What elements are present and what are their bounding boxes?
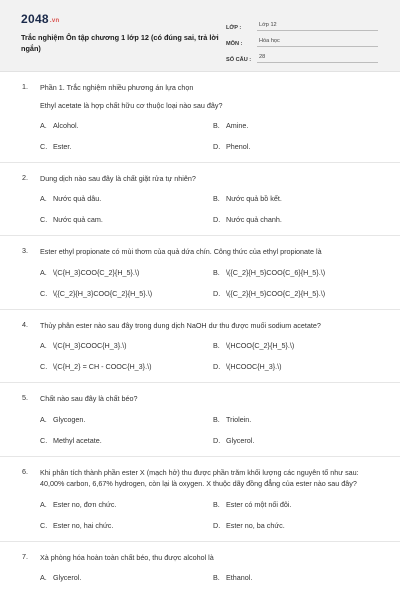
option-b[interactable] [213, 341, 380, 350]
question-text: Ester ethyl propionate có mùi thơm của quả dứa chín. Công thức của ethyl propionate là [40, 247, 322, 256]
option-b[interactable] [213, 268, 380, 277]
divider [0, 541, 400, 542]
option-letter: B. [213, 267, 220, 277]
divider [0, 162, 400, 163]
option-text: Amine. [226, 120, 249, 130]
option-text: Ester có một nối đôi. [226, 499, 292, 509]
option-letter: D. [213, 215, 221, 224]
option-text: \({C_2}{H_5}COO{C_6}{H_5}.\) [226, 267, 326, 277]
meta-value: 28 [257, 54, 378, 63]
option-text: Glycerol. [226, 435, 255, 445]
meta-row-subject [226, 31, 378, 47]
question-2 [0, 173, 400, 225]
divider [0, 382, 400, 383]
option-text: Ester no, ba chức. [226, 520, 285, 530]
option-text: \(C{H_2} = CH - COOC{H_3}.\) [53, 362, 152, 371]
question-number: 2. [22, 172, 28, 182]
meta-row-class [226, 15, 378, 31]
option-c[interactable] [40, 521, 213, 530]
option-a[interactable] [40, 268, 213, 277]
question-text: Ethyl acetate là hợp chất hữu cơ thuộc loại nào sau đây? [40, 100, 223, 110]
option-b[interactable] [213, 573, 380, 582]
option-b[interactable] [213, 121, 380, 130]
option-text: Nước quả cam. [53, 215, 103, 224]
option-text: \(C{H_3}COO{C_2}{H_5}.\) [53, 267, 140, 277]
question-text: Thủy phân ester nào sau đây trong dung dịch NaOH dư thu được muối sodium acetate? [40, 320, 321, 330]
option-text: Ethanol. [226, 573, 253, 582]
option-text: Triolein. [226, 414, 252, 424]
site-logo[interactable] [21, 12, 59, 26]
option-b[interactable] [213, 415, 380, 424]
option-a[interactable] [40, 500, 213, 509]
option-text: Ester. [53, 141, 72, 151]
page-header [0, 0, 400, 72]
option-letter: D. [213, 141, 221, 151]
option-text: Nước quả dâu. [53, 194, 102, 203]
option-a[interactable] [40, 121, 213, 130]
question-number: 1. [22, 82, 28, 91]
divider [0, 235, 400, 236]
option-a[interactable] [40, 415, 213, 424]
option-text: Nước quả chanh. [226, 215, 282, 224]
option-text: \({C_2}{H_5}COO{C_2}{H_5}.\) [226, 288, 326, 298]
option-a[interactable] [40, 341, 213, 350]
option-text: Ester no, hai chức. [53, 520, 114, 530]
question-text: Chất nào sau đây là chất béo? [40, 394, 138, 403]
logo-suffix: .vn [49, 18, 60, 24]
question-number: 6. [22, 466, 28, 476]
option-letter: C. [40, 215, 48, 224]
option-letter: D. [213, 288, 221, 298]
option-letter: A. [40, 499, 47, 509]
option-c[interactable] [40, 362, 213, 371]
option-letter: C. [40, 520, 48, 530]
question-number: 7. [22, 551, 28, 561]
option-a[interactable] [40, 194, 213, 203]
question-text: Khi phân tích thành phần ester X (mạch hở) thu được phần trăm khối lượng các nguyên tố như sau: 40,00% carbon, 6,67% hydrogen, còn lại là oxygen. X thuộc dãy đồng đẳng của ester nào sau đây? [40, 467, 359, 488]
answer-options [22, 121, 380, 151]
option-letter: B. [213, 573, 220, 582]
option-text: \(HCOOC{H_3}.\) [226, 362, 282, 371]
option-letter: A. [40, 341, 47, 350]
question-number: 3. [22, 246, 28, 255]
option-letter: D. [213, 362, 221, 371]
answer-options [22, 268, 380, 298]
option-text: Glycerol. [53, 573, 82, 582]
option-letter: A. [40, 120, 47, 130]
question-number: 4. [22, 319, 28, 329]
option-letter: D. [213, 435, 221, 445]
option-c[interactable] [40, 436, 213, 445]
question-5 [0, 393, 400, 445]
answer-options [22, 573, 380, 582]
option-text: Ester no, đơn chức. [53, 499, 117, 509]
meta-value: Lớp 12 [257, 22, 378, 31]
question-3 [0, 246, 400, 298]
option-c[interactable] [40, 142, 213, 151]
option-c[interactable] [40, 289, 213, 298]
meta-value: Hóa học [257, 38, 378, 47]
option-letter: B. [213, 120, 220, 130]
option-b[interactable] [213, 500, 380, 509]
question-list [0, 72, 400, 582]
option-letter: D. [213, 520, 221, 530]
option-letter: A. [40, 194, 47, 203]
option-text: \(C{H_3}COOC{H_3}.\) [53, 341, 127, 350]
option-d[interactable] [213, 436, 380, 445]
question-text: Dung dịch nào sau đây là chất giặt rửa tự nhiên? [40, 173, 196, 183]
option-letter: C. [40, 435, 48, 445]
question-4 [0, 320, 400, 372]
option-letter: B. [213, 341, 220, 350]
meta-label: MÔN : [226, 41, 243, 47]
option-letter: B. [213, 499, 220, 509]
option-letter: B. [213, 194, 220, 203]
answer-options [22, 415, 380, 445]
option-d[interactable] [213, 289, 380, 298]
option-letter: C. [40, 141, 48, 151]
meta-label: LỚP : [226, 25, 242, 31]
option-letter: B. [213, 414, 220, 424]
option-letter: A. [40, 267, 47, 277]
option-letter: C. [40, 362, 48, 371]
option-text: \({C_2}{H_3}COO{C_2}{H_5}.\) [53, 288, 153, 298]
option-text: Phenol. [226, 141, 251, 151]
option-letter: A. [40, 573, 47, 582]
option-d[interactable] [213, 215, 380, 224]
option-text: Glycogen. [53, 414, 86, 424]
option-a[interactable] [40, 573, 213, 582]
option-letter: A. [40, 414, 47, 424]
option-text: Methyl acetate. [53, 435, 102, 445]
question-1 [0, 82, 400, 151]
quiz-title: Trắc nghiệm Ôn tập chương 1 lớp 12 (có đúng sai, trả lời ngắn) [21, 33, 219, 53]
option-letter: C. [40, 288, 48, 298]
meta-label: SỐ CÂU : [226, 57, 252, 63]
option-text: Alcohol. [53, 120, 79, 130]
divider [0, 456, 400, 457]
question-number: 5. [22, 393, 28, 402]
question-text: Xà phòng hóa hoàn toàn chất béo, thu được alcohol là [40, 552, 214, 562]
option-d[interactable] [213, 142, 380, 151]
logo-text: 2048 [21, 12, 49, 26]
option-text: \(HCOO{C_2}{H_5}.\) [226, 341, 295, 350]
option-c[interactable] [40, 215, 213, 224]
divider [0, 309, 400, 310]
option-d[interactable] [213, 521, 380, 530]
quiz-meta [226, 15, 378, 63]
question-7 [0, 552, 400, 583]
answer-options [22, 194, 380, 224]
question-6 [0, 467, 400, 530]
answer-options [22, 341, 380, 371]
option-text: Nước quả bồ kết. [226, 194, 282, 203]
answer-options [22, 500, 380, 530]
meta-row-count [226, 47, 378, 63]
option-b[interactable] [213, 194, 380, 203]
option-d[interactable] [213, 362, 380, 371]
section-heading: Phần 1. Trắc nghiệm nhiều phương án lựa chọn [40, 83, 194, 92]
